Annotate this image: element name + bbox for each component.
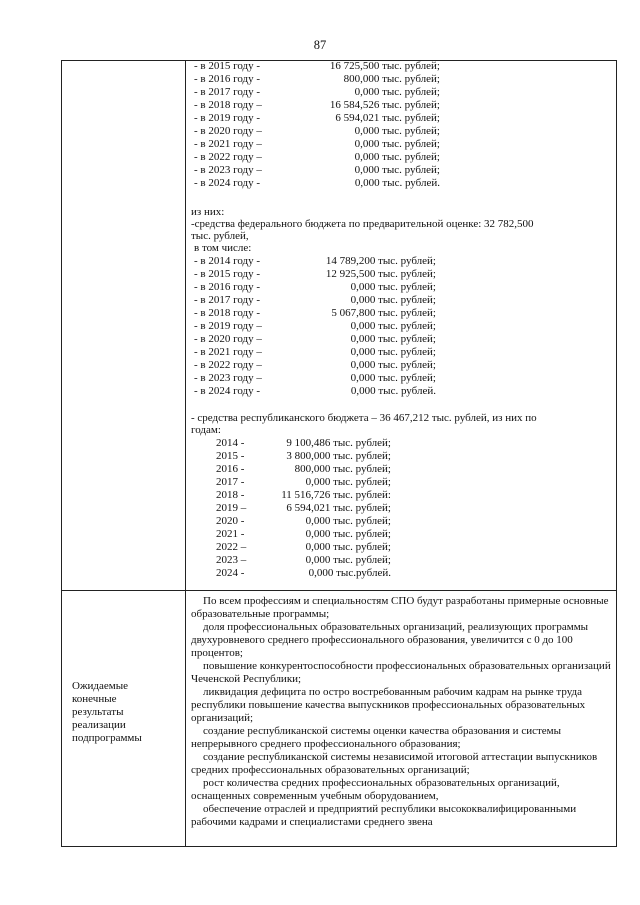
iz-nih-label: из них: xyxy=(191,206,225,218)
result-paragraph: создание республиканской системы оценки качества образования и системы непрерывного среднего профессионального образования; xyxy=(191,725,562,750)
table-left-border xyxy=(61,60,62,847)
result-paragraph: создание республиканской системы независимой итоговой аттестации выпускников средних профессиональных образовательных организаций; xyxy=(191,751,598,776)
result-paragraph: доля профессиональных образовательных организаций, реализующих программы двухуровневого среднего профессионального образования, увеличится с 0 до 100 процентов; xyxy=(191,621,589,659)
federal-budget-line: -средства федерального бюджета по предварительной оценке: 32 782,500 xyxy=(191,218,534,230)
result-paragraph: обеспечение отраслей и предприятий республики высококвалифицированными рабочими кадрами и специалистами среднего звена xyxy=(191,803,577,828)
republican-budget-line: - средства республиканского бюджета – 36 467,212 тыс. рублей, из них по xyxy=(191,412,537,424)
republican-budget-line: годам: xyxy=(191,424,221,436)
expected-results-text xyxy=(191,595,616,829)
row-divider xyxy=(61,590,617,591)
federal-budget-line: тыс. рублей, xyxy=(191,230,249,242)
result-paragraph: По всем профессиям и специальностям СПО будут разработаны примерные основные образовательные программы; xyxy=(191,595,609,620)
program-table: - в 2015 году - 16 725,500 тыс. рублей; - в 2016 году - 800,000 тыс. рублей; - в 2017 году - 0,000 тыс. рублей; - в 2018 году – 16 584,526 тыс. рублей; - в 2019 году - 6 594,021 тыс. рублей; - в 2020 году – 0,000 тыс. рублей; - в 2021 году – 0,000 тыс. рублей; - в 2022 году – 0,000 тыс. рублей; - в 2023 году – 0,000 тыс. рублей; - в 2024 году - 0,000 тыс. рублей. из них: -средства федерального бюджета по предварительной оценке: 32 782,500 тыс. рублей, в том числе: - в 2014 году - 14 789,200 тыс. рублей; - в 2015 году - 12 925,500 тыс. рублей; - в 2016 году - 0,000 тыс. рублей; - в 2017 году - 0,000 тыс. рублей; - в 2018 году - 5 067,800 тыс. рублей; - в 2019 году – 0,000 тыс. рублей; - в 2020 году – 0,000 тыс. рублей; - в 2021 году – 0,000 тыс. рублей; - в 2022 году – 0,000 тыс. рублей; - в 2023 году – 0,000 тыс. рублей; - в 2024 году - 0,000 тыс. рублей. - средства республиканского бюджета – 36 467,212 тыс. рублей, из них по годам: 2014 - 9 100,486 тыс. рублей; 2015 - 3 800,000 тыс. рублей; 2016 - 800,000 тыс. рублей; 2017 - 0,000 тыс. рублей; 2018 - 11 516,726 тыс. рублей: 2019 – 6 594,021 тыс. рублей; 2020 - 0,000 тыс. рублей; 2021 - 0,000 тыс. рублей; 2022 – 0,000 тыс. рублей; 2023 – 0,000 тыс. рублей; 2024 - 0,000 тыс.рублей. Ожидаемые конечные результаты реализации подпрограммы По всем профессиям и специальностям СПО будут разработаны примерные основные образовательные программы; доля профессиональных образовательных организаций, реализующих программы двухуровневого среднего профессионального образования, увеличится с 0 до 100 процентов; повышение конкурентоспособности профессиональных образовательных организаций Чеченской Республики; ликвидация дефицита по остро востребованным рабочим кадрам на рынке труда республики повышение качества выпускников профессиональных образовательных организаций; создание республиканской системы оценки качества образования и системы непрерывного среднего профессионального образования; создание республиканской системы независимой итоговой аттестации выпускников средних профессиональных образовательных организаций; рост количества средних профессиональных образовательных организаций, оснащенных современным учебным оборудованием, обеспечение отраслей и предприятий республики высококвалифицированными рабочими кадрами и специалистами среднего звена xyxy=(61,60,617,847)
table-right-border xyxy=(616,60,617,847)
v-tom-chisle-label: в том числе: xyxy=(194,242,252,254)
table-bottom-border xyxy=(61,846,617,847)
results-row-label: Ожидаемые конечные результаты реализации подпрограммы xyxy=(72,680,142,744)
page-number: 87 xyxy=(313,38,327,52)
column-divider xyxy=(185,60,186,847)
result-paragraph: рост количества средних профессиональных образовательных организаций, оснащенных современным учебным оборудованием, xyxy=(191,777,560,802)
result-paragraph: повышение конкурентоспособности профессиональных образовательных организаций Чеченской Республики; xyxy=(191,660,611,685)
result-paragraph: ликвидация дефицита по остро востребованным рабочим кадрам на рынке труда республики повышение качества выпускников профессиональных образовательных организаций; xyxy=(191,686,586,724)
